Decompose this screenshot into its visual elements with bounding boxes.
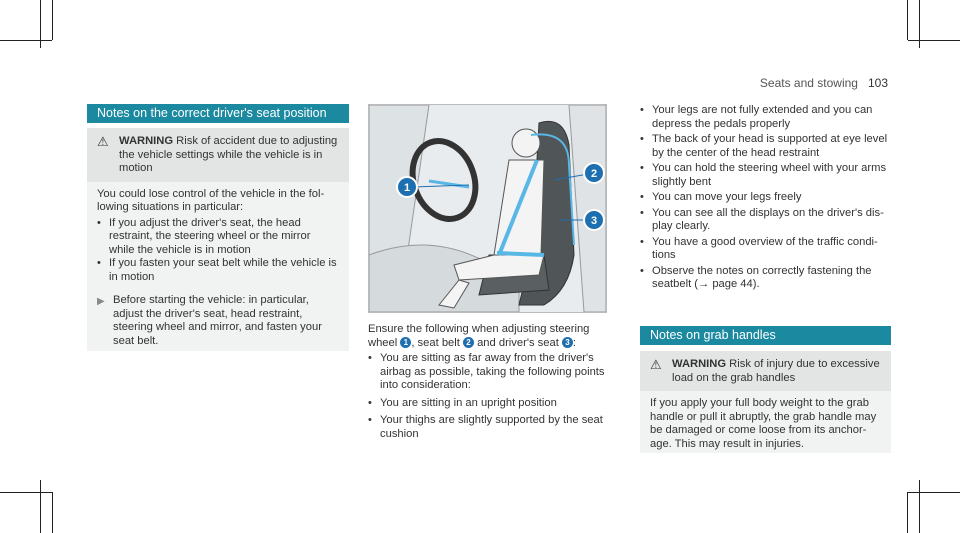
list-item: • You can hold the steering wheel with your arms slightly bent: [640, 162, 888, 189]
list-item: • Your legs are not fully extended and you can depress the pedals properly: [640, 104, 888, 131]
warning-header: [640, 351, 891, 391]
adjustment-text: [368, 323, 608, 441]
list-item: • You can move your legs freely: [640, 191, 888, 205]
crop-mark: [908, 492, 960, 493]
crop-mark: [908, 40, 960, 41]
crop-mark: [40, 480, 41, 533]
adjustment-text-continued: [640, 104, 888, 292]
list-item: • If you fasten your seat belt while the vehicle is in motion: [97, 257, 339, 284]
warning-label: WARNING: [119, 135, 174, 147]
adjustment-list-continued: [640, 104, 888, 292]
tip-note: [97, 294, 339, 348]
crop-mark: [52, 0, 53, 40]
warning-body: [87, 182, 349, 355]
adjustment-intro: Ensure the following when adjusting steering wheel 1 , seat belt 2 and driver's seat 3 :: [368, 323, 590, 349]
section-title: Seats and stowing: [759, 76, 858, 90]
crop-mark: [919, 480, 920, 533]
warning-text: Risk of injury due to excessive load on the grab handles: [672, 358, 880, 384]
warning-body: If you apply your full body weight to the grab handle or pull it abruptly, the grab handle may be damaged or come loose from its anchorage. This may result in injuries.: [650, 397, 877, 450]
section-bar-seat-position: [87, 104, 349, 123]
callout-ref-3: 3: [562, 337, 573, 348]
crop-mark: [52, 492, 53, 533]
crop-mark: [907, 492, 908, 533]
adjustment-list: [368, 352, 608, 441]
callout-ref-1: 1: [400, 337, 411, 348]
crop-mark: [907, 0, 908, 40]
warning-triangle-icon: ⚠: [97, 134, 109, 149]
warning-header: [87, 128, 349, 182]
list-item: • Your thighs are slightly supported by the seat cushion: [368, 414, 608, 441]
driver-seat-illustration: [368, 104, 607, 313]
list-item: • If you adjust the driver's seat, the head restraint, the steering wheel or the mirror while the vehicle is in motion: [97, 217, 339, 258]
crop-mark: [0, 40, 52, 41]
grab-handle-warning-panel: [640, 351, 891, 453]
callout-3-label: 3: [590, 215, 598, 227]
section-bar-grab-handles: [640, 326, 891, 345]
section-bar-title: Notes on grab handles: [650, 328, 776, 342]
list-item: • Observe the notes on correctly fastening the seatbelt (→ page 44).: [640, 265, 888, 292]
section-bar-title: Notes on the correct driver's seat position: [97, 106, 327, 120]
tip-text: Before starting the vehicle: in particular, adjust the driver's seat, head restraint, steering wheel and mirror, and fasten your seat belt.: [113, 294, 322, 347]
running-header: [760, 76, 888, 90]
warning-text: Risk of accident due to adjusting the vehicle settings while the vehicle is in motion: [119, 135, 338, 174]
list-item: • You have a good overview of the traffic conditions: [640, 236, 888, 263]
seat-diagram: [369, 105, 606, 312]
list-item: • You are sitting in an upright position: [368, 397, 608, 411]
warning-intro: You could lose control of the vehicle in the following situations in particular:: [97, 187, 325, 213]
callout-1-label: 1: [403, 182, 411, 194]
warning-triangle-icon: ⚠: [650, 357, 662, 372]
warning-list: [97, 217, 339, 285]
page-number: 103: [867, 76, 888, 90]
list-item: • The back of your head is supported at eye level by the center of the head restraint: [640, 133, 888, 160]
list-item: • You can see all the displays on the driver's display clearly.: [640, 207, 888, 234]
warning-panel: [87, 128, 349, 351]
arrow-right-icon: ▶: [97, 296, 105, 307]
warning-label: WARNING: [672, 358, 727, 370]
crop-mark: [0, 492, 52, 493]
callout-ref-2: 2: [463, 337, 474, 348]
callout-2-label: 2: [590, 168, 598, 180]
list-item: • You are sitting as far away from the driver's airbag as possible, taking the following points into consideration:: [368, 352, 608, 393]
